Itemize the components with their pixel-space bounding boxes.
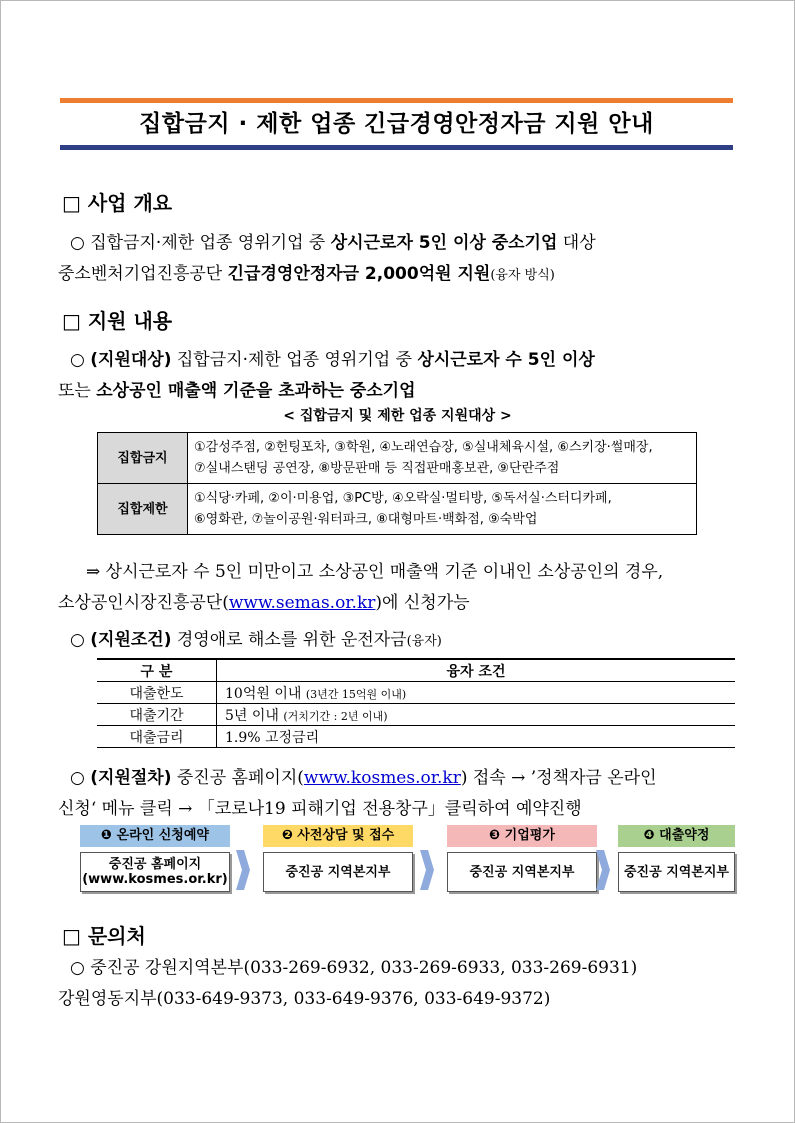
kosmes-link[interactable]: www.kosmes.or.kr bbox=[303, 768, 461, 788]
section-heading-contact: □ 문의처 bbox=[62, 924, 146, 948]
overview-paragraph bbox=[58, 228, 738, 291]
step-header: ❸ 기업평가 bbox=[447, 825, 597, 847]
contact-line-1: ○ 중진공 강원지역본부(033-269-6932, 033-269-6933, 033-269-6931) bbox=[70, 958, 638, 978]
target-line-2: 또는 소상공인 매출액 기준을 초과하는 중소기업 bbox=[58, 381, 416, 401]
table-header-cell: 구 분 bbox=[97, 659, 217, 682]
step-header: ❹ 대출약정 bbox=[618, 825, 735, 847]
step-body: 중진공 지역본지부 bbox=[447, 852, 597, 892]
table-cell-value: 10억원 이내 (3년간 15억원 이내) bbox=[217, 682, 736, 704]
section-heading-support: □ 지원 내용 bbox=[62, 309, 173, 333]
contact-paragraph bbox=[58, 953, 738, 1015]
process-step-1 bbox=[80, 825, 230, 892]
table-row bbox=[97, 726, 735, 748]
chevron-right-icon bbox=[420, 850, 434, 890]
chevron-right-icon bbox=[236, 850, 250, 890]
semas-note-line-1: ⇒ 상시근로자 수 5인 미만이고 소상공인 매출액 기준 이내인 소상공인의 경우, bbox=[86, 562, 664, 582]
table-row-line: ①감성주점, ②헌팅포차, ③학원, ④노래연습장, ⑤실내체육시설, ⑥스키장·썰매장, bbox=[194, 440, 653, 455]
target-paragraph bbox=[58, 345, 738, 407]
process-step-2 bbox=[263, 825, 413, 892]
section-heading-overview: □ 사업 개요 bbox=[62, 191, 173, 215]
semas-note-line-2: 소상공인시장진흥공단(www.semas.or.kr)에 신청가능 bbox=[58, 593, 470, 613]
table-row bbox=[98, 433, 697, 484]
conditions-paragraph bbox=[58, 625, 738, 657]
table-row bbox=[98, 484, 697, 535]
table-row-line: ①식당·카페, ②이·미용업, ③PC방, ④오락실·멀티방, ⑤독서실·스터디카페, bbox=[194, 491, 612, 506]
table-row bbox=[97, 704, 735, 726]
step-header: ❶ 온라인 신청예약 bbox=[80, 825, 230, 847]
table-cell-label: 대출금리 bbox=[97, 726, 217, 748]
contact-line-2: 강원영동지부(033-649-9373, 033-649-9376, 033-649-9372) bbox=[58, 989, 551, 1009]
step-body: 중진공 지역본지부 bbox=[618, 852, 735, 892]
procedure-line-1: ○ (지원절차) 중진공 홈페이지(www.kosmes.or.kr) 접속 → ’정책자금 온라인 bbox=[70, 768, 657, 788]
table-header-cell: 융자 조건 bbox=[217, 659, 736, 682]
conditions-table bbox=[97, 658, 735, 748]
process-step-3 bbox=[447, 825, 597, 892]
page-title: 집합금지 · 제한 업종 긴급경영안정자금 지원 안내 bbox=[139, 111, 654, 137]
semas-note bbox=[58, 557, 738, 619]
target-line-1: ○ (지원대상) 집합금지·제한 업종 영위기업 중 상시근로자 수 5인 이상 bbox=[70, 350, 595, 370]
table-header-row bbox=[97, 659, 735, 682]
table-cell-value: 5년 이내 (거치기간 : 2년 이내) bbox=[217, 704, 736, 726]
step-body: 중진공 홈페이지 (www.kosmes.or.kr) bbox=[80, 852, 230, 892]
table-row-line: ⑥영화관, ⑦놀이공원·워터파크, ⑧대형마트·백화점, ⑨숙박업 bbox=[194, 512, 538, 527]
process-step-4 bbox=[618, 825, 735, 892]
conditions-line: ○ (지원조건) 경영애로 해소를 위한 운전자금(융자) bbox=[70, 630, 442, 650]
semas-link[interactable]: www.semas.or.kr bbox=[228, 593, 376, 613]
table-cell-value: 1.9% 고정금리 bbox=[217, 726, 736, 748]
chevron-right-icon bbox=[596, 850, 610, 890]
target-table-caption: < 집합금지 및 제한 업종 지원대상 > bbox=[283, 408, 512, 424]
table-row-label: 집합제한 bbox=[98, 484, 188, 535]
table-row bbox=[97, 682, 735, 704]
target-table bbox=[97, 432, 697, 535]
title-bottom-rule bbox=[60, 145, 733, 150]
overview-line-2: 중소벤처기업진흥공단 긴급경영안정자금 2,000억원 지원(융자 방식) bbox=[58, 264, 555, 284]
overview-line-1: ○ 집합금지·제한 업종 영위기업 중 상시근로자 5인 이상 중소기업 대상 bbox=[70, 233, 596, 253]
table-row-line: ⑦실내스탠딩 공연장, ⑧방문판매 등 직접판매홍보관, ⑨단란주점 bbox=[194, 461, 560, 476]
table-cell-label: 대출한도 bbox=[97, 682, 217, 704]
step-body: 중진공 지역본지부 bbox=[263, 852, 413, 892]
step-header: ❷ 사전상담 및 접수 bbox=[263, 825, 413, 847]
table-cell-label: 대출기간 bbox=[97, 704, 217, 726]
procedure-paragraph bbox=[58, 763, 738, 825]
table-row-content bbox=[188, 433, 697, 484]
procedure-line-2: 신청‘ 메뉴 클릭 → 「코로나19 피해기업 전용창구」클릭하여 예약진행 bbox=[58, 799, 582, 819]
table-row-label: 집합금지 bbox=[98, 433, 188, 484]
table-row-content bbox=[188, 484, 697, 535]
